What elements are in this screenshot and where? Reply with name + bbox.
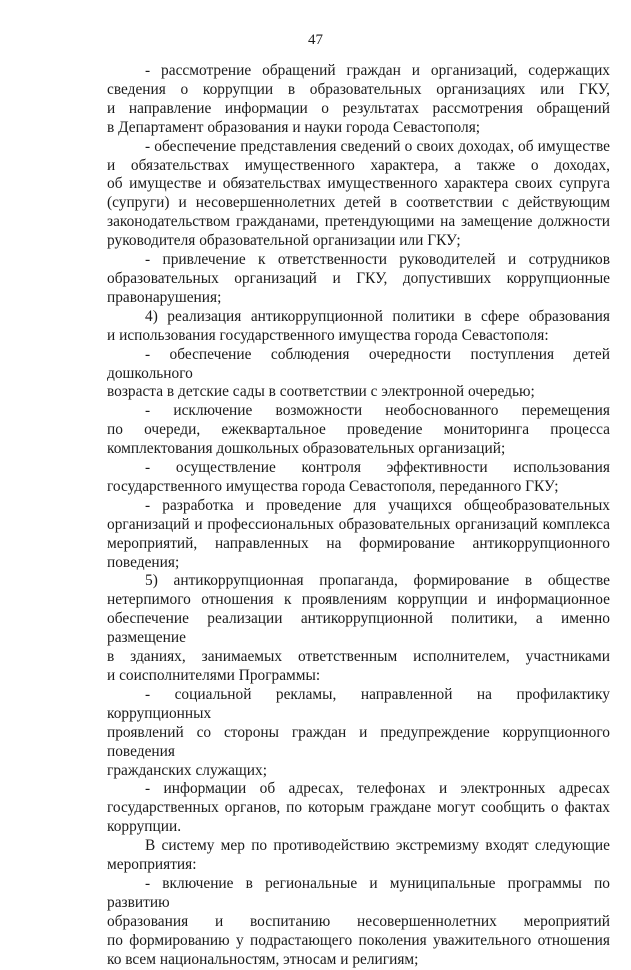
text-line: - социальной рекламы, направленной на профилактику коррупционных — [107, 685, 610, 722]
text-line: и обязательствах имущественного характера, а также о доходах, — [107, 156, 610, 174]
text-line: по формированию у подрастающего поколения уважительного отношения — [107, 931, 610, 949]
text-line: поведения; — [107, 553, 180, 571]
text-line: комплектования дошкольных образовательных организаций; — [107, 440, 506, 458]
text-line: обеспечение реализации антикоррупционной политики, а именно размещение — [107, 610, 610, 647]
text-line: ко всем национальностям, этносам и религиям; — [107, 950, 419, 968]
text-line: - обеспечение соблюдения очередности поступления детей дошкольного — [107, 345, 610, 382]
text-line: - осуществление контроля эффективности использования — [145, 459, 610, 477]
text-line: в зданиях, занимаемых ответственным исполнителем, участниками — [107, 648, 610, 666]
text-line: в Департамент образования и науки города Севастополя; — [107, 118, 481, 136]
text-line: сведения о коррупции в образовательных организациях или ГКУ, — [107, 80, 610, 98]
text-line: (супруги) и несовершеннолетних детей в соответствии с действующим — [107, 194, 610, 212]
text-line: - включение в региональные и муниципальные программы по развитию — [107, 874, 610, 911]
text-line: проявлений со стороны граждан и предупреждение коррупционного поведения — [107, 723, 610, 760]
text-line: руководителя образовательной организации или ГКУ; — [107, 232, 461, 250]
document-body — [107, 62, 610, 970]
page-number: 47 — [308, 32, 323, 48]
text-line: мероприятия: — [107, 856, 197, 874]
text-line: - привлечение к ответственности руководителей и сотрудников — [145, 251, 610, 269]
text-line: образования и воспитанию несовершеннолетних мероприятий — [107, 912, 610, 930]
text-line: - информации об адресах, телефонах и электронных адресах — [145, 780, 610, 798]
text-line: мероприятий, направленных на формирование антикоррупционного — [107, 534, 610, 552]
text-line: коррупции. — [107, 818, 182, 836]
text-line: гражданских служащих; — [107, 761, 267, 779]
text-line: законодательством гражданами, претендующими на замещение должности — [107, 213, 610, 231]
text-line: государственных органов, по которым граждане могут сообщить о фактах — [107, 799, 610, 817]
text-line: - рассмотрение обращений граждан и организаций, содержащих — [145, 62, 610, 79]
text-line: об имуществе и обязательствах имущественного характера своих супруга — [107, 175, 610, 193]
text-line: и использования государственного имущества города Севастополя: — [107, 326, 549, 344]
text-line: 4) реализация антикоррупционной политики в сфере образования — [145, 307, 610, 325]
text-line: правонарушения; — [107, 288, 222, 306]
text-line: - разработка и проведение для учащихся общеобразовательных — [145, 496, 610, 514]
text-line: нетерпимого отношения к проявлениям коррупции и информационное — [107, 591, 610, 609]
text-line: - обеспечение представления сведений о своих доходах, об имуществе — [145, 137, 610, 155]
text-line: и направление информации о результатах рассмотрения обращений — [107, 99, 610, 117]
text-line: организаций и профессиональных образовательных организаций комплекса — [107, 515, 610, 533]
text-line: по очереди, ежеквартальное проведение мониторинга процесса — [107, 421, 610, 439]
text-line: - исключение возможности необоснованного перемещения — [145, 402, 610, 420]
text-line: 5) антикоррупционная пропаганда, формирование в обществе — [145, 572, 610, 590]
text-line: образовательных организаций и ГКУ, допустивших коррупционные — [107, 269, 610, 287]
text-line: возраста в детские сады в соответствии с электронной очередью; — [107, 383, 535, 401]
text-line: В систему мер по противодействию экстремизму входят следующие — [145, 837, 610, 855]
text-line: государственного имущества города Севастополя, переданного ГКУ; — [107, 477, 559, 495]
text-line: и соисполнителями Программы: — [107, 667, 321, 684]
